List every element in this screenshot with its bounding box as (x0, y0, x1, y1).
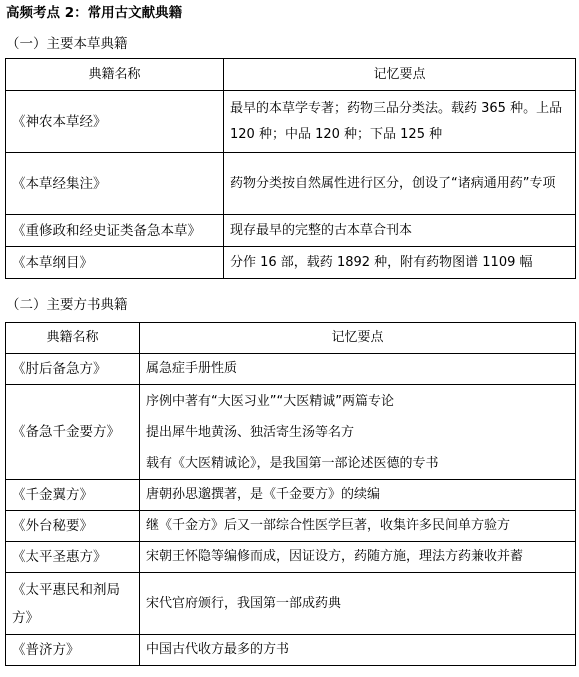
key-points (140, 480, 576, 511)
key-points (224, 247, 576, 279)
key-points (224, 91, 576, 153)
key-point-line: 序例中著有“大医习业”“大医精诚”两篇专论 (146, 393, 394, 409)
book-name: 《太平圣惠方》 (6, 542, 140, 573)
key-points (140, 573, 576, 635)
section-title-materia-medica: （一）主要本草典籍 (6, 36, 128, 52)
book-name: 《普济方》 (6, 635, 140, 666)
table-row (6, 354, 576, 385)
table-row (6, 247, 576, 279)
key-point-line: 载有《大医精诚论》，是我国第一部论述医德的专书 (146, 455, 439, 471)
book-name: 《本草经集注》 (6, 153, 224, 215)
key-points (224, 215, 576, 247)
key-points (140, 635, 576, 666)
book-name: 《重修政和经史证类备急本草》 (6, 215, 224, 247)
key-points (140, 354, 576, 385)
book-name: 《备急千金要方》 (6, 385, 140, 480)
book-name: 《太平惠民和剂局方》 (6, 573, 140, 635)
table-row (6, 91, 576, 153)
book-name: 《肘后备急方》 (6, 354, 140, 385)
key-point-line: 现存最早的完整的古本草合刊本 (230, 222, 413, 238)
table-header-row (6, 323, 576, 354)
key-point-line: 继《千金方》后又一部综合性医学巨著，收集许多民间单方验方 (146, 518, 511, 533)
table-row (6, 385, 576, 480)
key-point-line: 宋代官府颁行，我国第一部成药典 (146, 595, 342, 611)
table-row (6, 542, 576, 573)
book-name: 《本草纲目》 (6, 247, 224, 279)
header-book-name: 典籍名称 (6, 323, 140, 354)
key-points (140, 542, 576, 573)
header-key-points: 记忆要点 (140, 323, 576, 354)
key-point-line: 宋朝王怀隐等编修而成，因证设方，药随方施，理法方药兼收并蓄 (146, 549, 524, 564)
key-point-line: 分作 16 部，载药 1892 种，附有药物图谱 1109 幅 (230, 254, 533, 270)
book-name: 《千金翼方》 (6, 480, 140, 511)
key-point-line: 中国古代收方最多的方书 (146, 642, 290, 657)
key-point-line: 唐朝孙思邈撰著，是《千金要方》的续编 (146, 487, 381, 502)
book-name: 《神农本草经》 (6, 91, 224, 153)
table-row (6, 635, 576, 666)
table-row (6, 573, 576, 635)
key-point-line: 属急症手册性质 (146, 361, 238, 376)
key-point-line: 最早的本草学专著；药物三品分类法。载药 365 种。上品 120 种；中品 120 种；下品 125 种 (230, 100, 563, 142)
table-row (6, 480, 576, 511)
key-points (140, 511, 576, 542)
table-row (6, 511, 576, 542)
key-point-line: 提出犀牛地黄汤、独活寄生汤等名方 (146, 424, 355, 440)
formula-books-table (5, 322, 576, 666)
book-name: 《外台秘要》 (6, 511, 140, 542)
page-title: 高频考点 2：常用古文献典籍 (6, 5, 183, 21)
table-row (6, 153, 576, 215)
table-row (6, 215, 576, 247)
header-book-name: 典籍名称 (6, 59, 224, 91)
key-points (224, 153, 576, 215)
materia-medica-table (5, 58, 576, 279)
header-key-points: 记忆要点 (224, 59, 576, 91)
section-title-formula-books: （二）主要方书典籍 (6, 297, 128, 313)
key-points (140, 385, 576, 480)
table-header-row (6, 59, 576, 91)
key-point-line: 药物分类按自然属性进行区分，创设了“诸病通用药”专项 (230, 175, 556, 191)
